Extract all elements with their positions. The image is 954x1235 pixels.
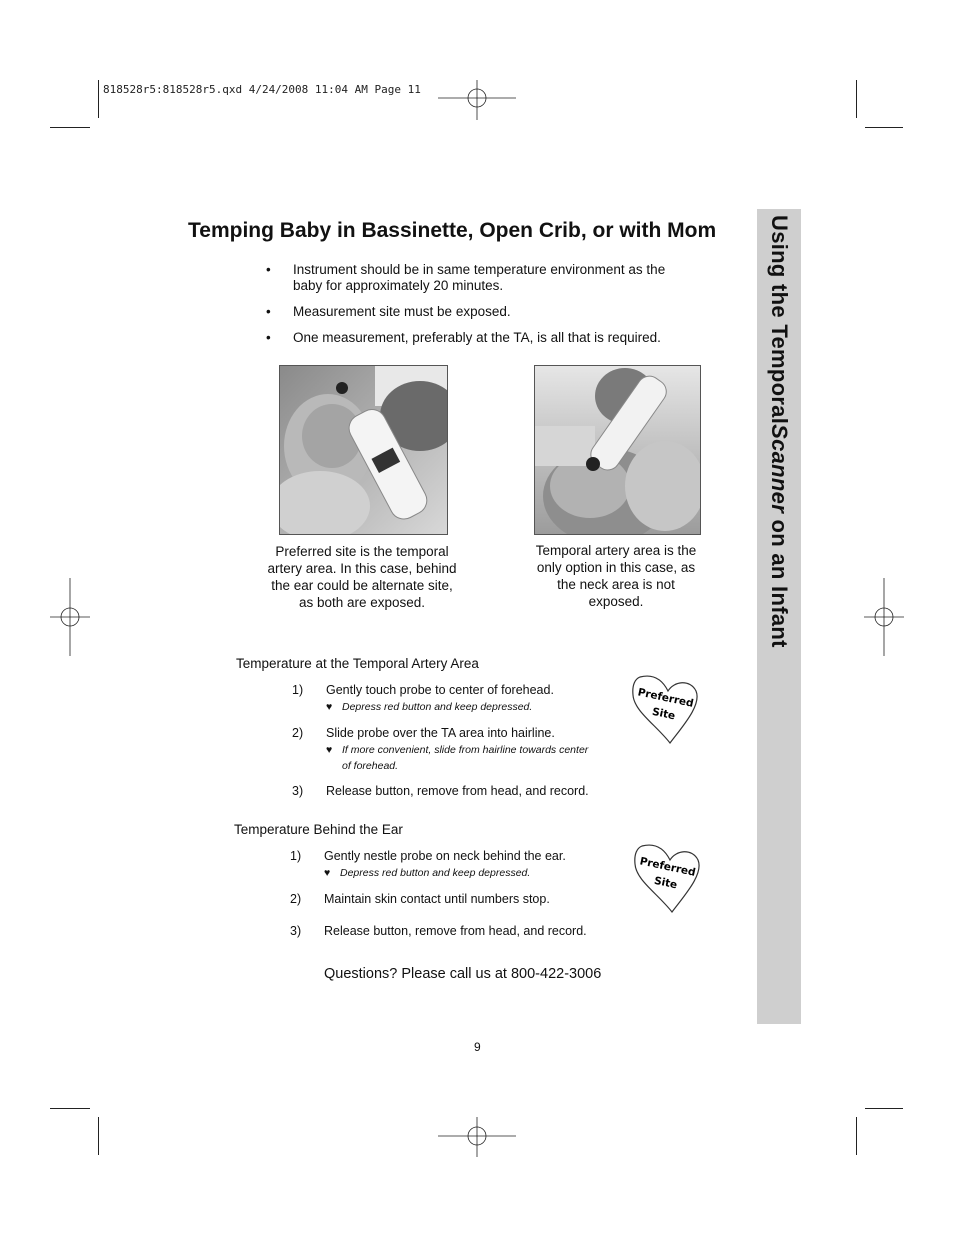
registration-mark-left — [50, 578, 90, 656]
list-item — [266, 330, 696, 346]
bullet-marker: • — [266, 330, 271, 345]
heart-badge-icon — [632, 842, 702, 914]
bullet-marker: • — [266, 262, 271, 277]
registration-mark-right — [864, 578, 904, 656]
svg-text:Preferred: Preferred — [636, 686, 695, 710]
step-number: 3) — [290, 924, 302, 938]
svg-text:Preferred: Preferred — [638, 855, 697, 879]
requirements-list — [266, 262, 696, 356]
step-note: ♥ Depress red button and keep depressed. — [324, 867, 531, 879]
section-heading-ta: Temperature at the Temporal Artery Area — [236, 656, 479, 671]
photo-baby-forehead — [279, 365, 448, 535]
step-text: Release button, remove from head, and record. — [324, 924, 587, 938]
step-note: ♥ If more convenient, slide from hairline towards center of forehead. — [326, 744, 589, 772]
step-text: Gently touch probe to center of forehead. — [326, 683, 554, 697]
heart-bullet-icon: ♥ — [324, 867, 331, 879]
step-ear-3 — [290, 924, 610, 940]
photo-baby-temporal — [534, 365, 701, 535]
list-item — [266, 262, 696, 294]
step-number: 2) — [290, 892, 302, 906]
list-item-text: Instrument should be in same temperature environment as the baby for approximately 20 minutes. — [293, 262, 666, 293]
step-text: Release button, remove from head, and record. — [326, 784, 589, 798]
step-text: Maintain skin contact until numbers stop. — [324, 892, 550, 906]
step-text: Slide probe over the TA area into hairline. — [326, 726, 555, 740]
bullet-marker: • — [266, 304, 271, 319]
svg-text:Site: Site — [652, 874, 679, 892]
section-heading-ear: Temperature Behind the Ear — [234, 822, 403, 837]
heart-badge-icon — [630, 673, 700, 745]
step-ta-2 — [292, 726, 612, 742]
step-ear-2 — [290, 892, 610, 908]
step-ear-1 — [290, 849, 610, 865]
step-note: ♥ Depress red button and keep depressed. — [326, 701, 533, 713]
sidebar-title: Using the TemporalScanner on an Infant — [767, 215, 792, 648]
list-item-text: One measurement, preferably at the TA, is all that is required. — [293, 330, 661, 345]
heart-bullet-icon: ♥ — [326, 744, 333, 756]
step-number: 2) — [292, 726, 304, 740]
page-number: 9 — [474, 1040, 481, 1054]
svg-text:Site: Site — [650, 705, 677, 723]
list-item — [266, 304, 696, 320]
list-item-text: Measurement site must be exposed. — [293, 304, 511, 319]
step-ta-1 — [292, 683, 612, 699]
page-title: Temping Baby in Bassinette, Open Crib, or with Mom — [188, 219, 717, 242]
section-sidebar-tab — [757, 209, 801, 1024]
printer-slug: 818528r5:818528r5.qxd 4/24/2008 11:04 AM Page 11 — [103, 83, 421, 96]
contact-line: Questions? Please call us at 800-422-3006 — [324, 966, 602, 982]
step-ta-3 — [292, 784, 612, 800]
registration-mark-bottom — [438, 1117, 516, 1157]
step-number: 1) — [292, 683, 304, 697]
caption-left-photo: Preferred site is the temporal artery area. In this case, behind the ear could be alternate site, as both are exposed. — [267, 544, 457, 610]
step-number: 3) — [292, 784, 304, 798]
registration-mark-top — [438, 80, 516, 120]
step-text: Gently nestle probe on neck behind the ear. — [324, 849, 566, 863]
step-number: 1) — [290, 849, 302, 863]
caption-right-photo: Temporal artery area is the only option in this case, as the neck area is not exposed. — [535, 543, 697, 609]
heart-bullet-icon: ♥ — [326, 701, 333, 713]
